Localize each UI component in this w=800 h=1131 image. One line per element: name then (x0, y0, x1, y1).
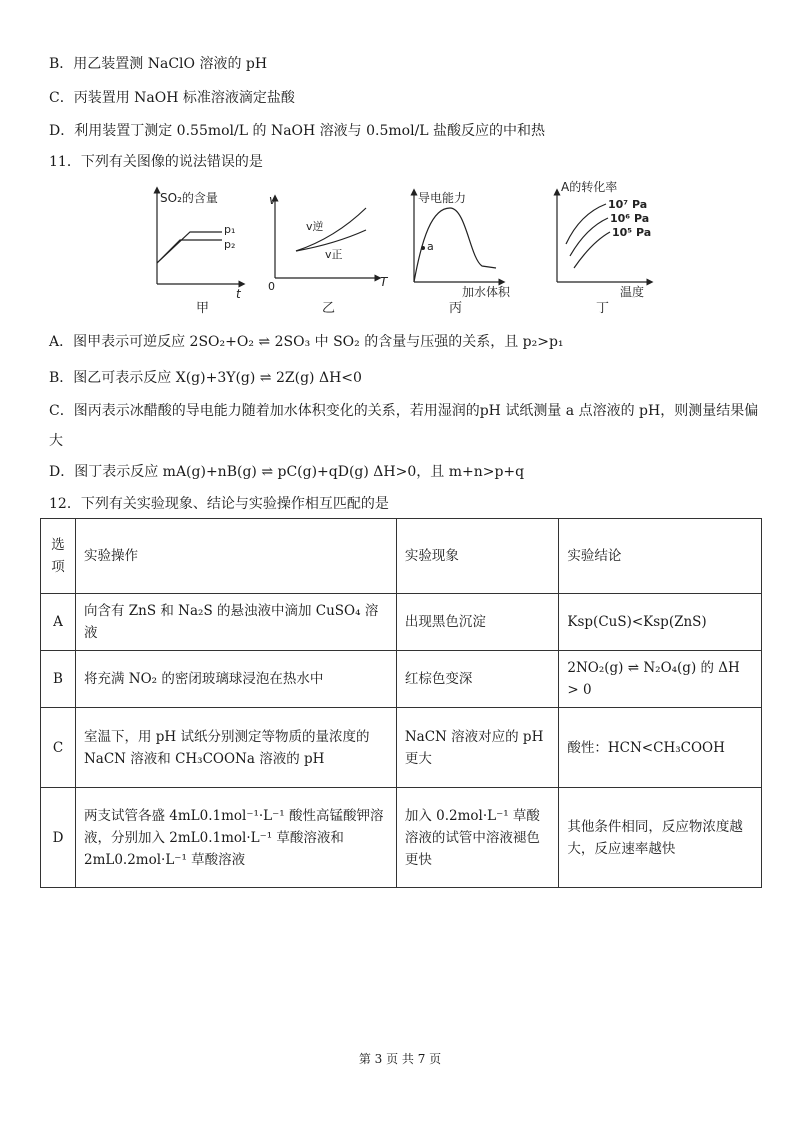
ding-curve-3 (574, 232, 610, 268)
row-a-conclusion: Ksp(CuS)<Ksp(ZnS) (559, 594, 762, 651)
row-b-option: B (41, 651, 76, 708)
yi-v-reverse-label: v逆 (306, 220, 324, 233)
figure-ding (557, 179, 651, 316)
ding-x-label: 温度 (620, 285, 645, 299)
figure-jia (157, 190, 242, 316)
q11-option-c-line1: C．图丙表示冰醋酸的导电能力随着加水体积变化的关系，若用湿润的pH 试纸测量 a 点溶液的 pH，则测量结果偏 (49, 403, 759, 419)
q10-option-c: C．丙装置用 NaOH 标准溶液滴定盐酸 (49, 90, 295, 106)
q11-stem: 11．下列有关图像的说法错误的是 (49, 154, 263, 170)
row-d-conclusion: 其他条件相同，反应物浓度越大，反应速率越快 (559, 788, 762, 888)
bing-point-a-label: a (427, 240, 434, 253)
yi-v-forward-label: v正 (325, 248, 343, 261)
row-c-conclusion: 酸性：HCN<CH₃COOH (559, 708, 762, 788)
bing-y-label: 导电能力 (418, 191, 467, 205)
row-d-operation: 两支试管各盛 4mL0.1mol⁻¹·L⁻¹ 酸性高锰酸钾溶液，分别加入 2mL0.1mol·L⁻¹ 草酸溶液和 2mL0.2mol·L⁻¹ 草酸溶液 (75, 788, 396, 888)
figure-bing (414, 190, 511, 316)
bing-x-label: 加水体积 (462, 285, 511, 299)
yi-y-label: v (269, 193, 277, 207)
q10-option-b: B．用乙装置测 NaClO 溶液的 pH (49, 56, 268, 72)
row-b-operation: 将充满 NO₂ 的密闭玻璃球浸泡在热水中 (75, 651, 396, 708)
ding-curve-1-label: 10⁷ Pa (608, 198, 648, 211)
header-operation: 实验操作 (75, 519, 396, 594)
table-row (41, 788, 762, 888)
page-footer: 第 3 页 共 7 页 (358, 1052, 442, 1066)
row-c-phenomenon: NaCN 溶液对应的 pH 更大 (396, 708, 559, 788)
ding-curve-3-label: 10⁵ Pa (612, 226, 652, 239)
row-a-operation: 向含有 ZnS 和 Na₂S 的悬浊液中滴加 CuSO₄ 溶液 (75, 594, 396, 651)
q12-stem: 12．下列有关实验现象、结论与实验操作相互匹配的是 (49, 496, 389, 512)
q11-option-a: A．图甲表示可逆反应 2SO₂+O₂ ⇌ 2SO₃ 中 SO₂ 的含量与压强的关系，且 p₂>p₁ (49, 334, 564, 350)
q11-option-d: D．图丁表示反应 mA(g)+nB(g) ⇌ pC(g)+qD(g) ΔH>0，且 m+n>p+q (49, 464, 525, 480)
header-conclusion: 实验结论 (559, 519, 762, 594)
q11-figures (0, 178, 800, 318)
jia-curve-p1-label: p₁ (224, 223, 236, 236)
q11-option-c-line2: 大 (49, 433, 63, 449)
jia-curve-p2-label: p₂ (224, 238, 236, 251)
header-phenomenon: 实验现象 (396, 519, 559, 594)
ding-y-label: A的转化率 (561, 180, 618, 194)
ding-curve-1 (566, 204, 606, 244)
header-option: 选项 (41, 519, 76, 594)
row-c-operation: 室温下，用 pH 试纸分别测定等物质的量浓度的 NaCN 溶液和 CH₃COONa 溶液的 pH (75, 708, 396, 788)
jia-x-label: t (236, 287, 241, 301)
yi-x-label: T (380, 275, 388, 289)
table-row (41, 708, 762, 788)
bing-caption: 丙 (449, 301, 463, 316)
ding-curve-2-label: 10⁶ Pa (610, 212, 650, 225)
table-row (41, 594, 762, 651)
jia-caption: 甲 (196, 301, 210, 316)
jia-curve-p2 (157, 240, 222, 263)
row-d-option: D (41, 788, 76, 888)
jia-y-label: SO₂的含量 (160, 191, 218, 205)
yi-caption: 乙 (322, 301, 336, 316)
row-a-phenomenon: 出现黑色沉淀 (396, 594, 559, 651)
ding-caption: 丁 (596, 301, 610, 316)
table-row (41, 651, 762, 708)
row-c-option: C (41, 708, 76, 788)
q11-option-b: B．图乙可表示反应 X(g)+3Y(g) ⇌ 2Z(g) ΔH<0 (49, 370, 362, 386)
row-b-phenomenon: 红棕色变深 (396, 651, 559, 708)
table-header-row (41, 519, 762, 594)
q10-option-d: D．利用装置丁测定 0.55mol/L 的 NaOH 溶液与 0.5mol/L 盐酸反应的中和热 (49, 123, 546, 139)
jia-curve-p1 (157, 232, 222, 263)
row-d-phenomenon: 加入 0.2mol·L⁻¹ 草酸溶液的试管中溶液褪色更快 (396, 788, 559, 888)
figure-yi (268, 193, 389, 316)
row-b-conclusion: 2NO₂(g) ⇌ N₂O₄(g) 的 ΔH > 0 (559, 651, 762, 708)
row-a-option: A (41, 594, 76, 651)
yi-origin: 0 (268, 280, 275, 293)
q12-table (40, 518, 762, 888)
bing-point-a (421, 246, 425, 250)
